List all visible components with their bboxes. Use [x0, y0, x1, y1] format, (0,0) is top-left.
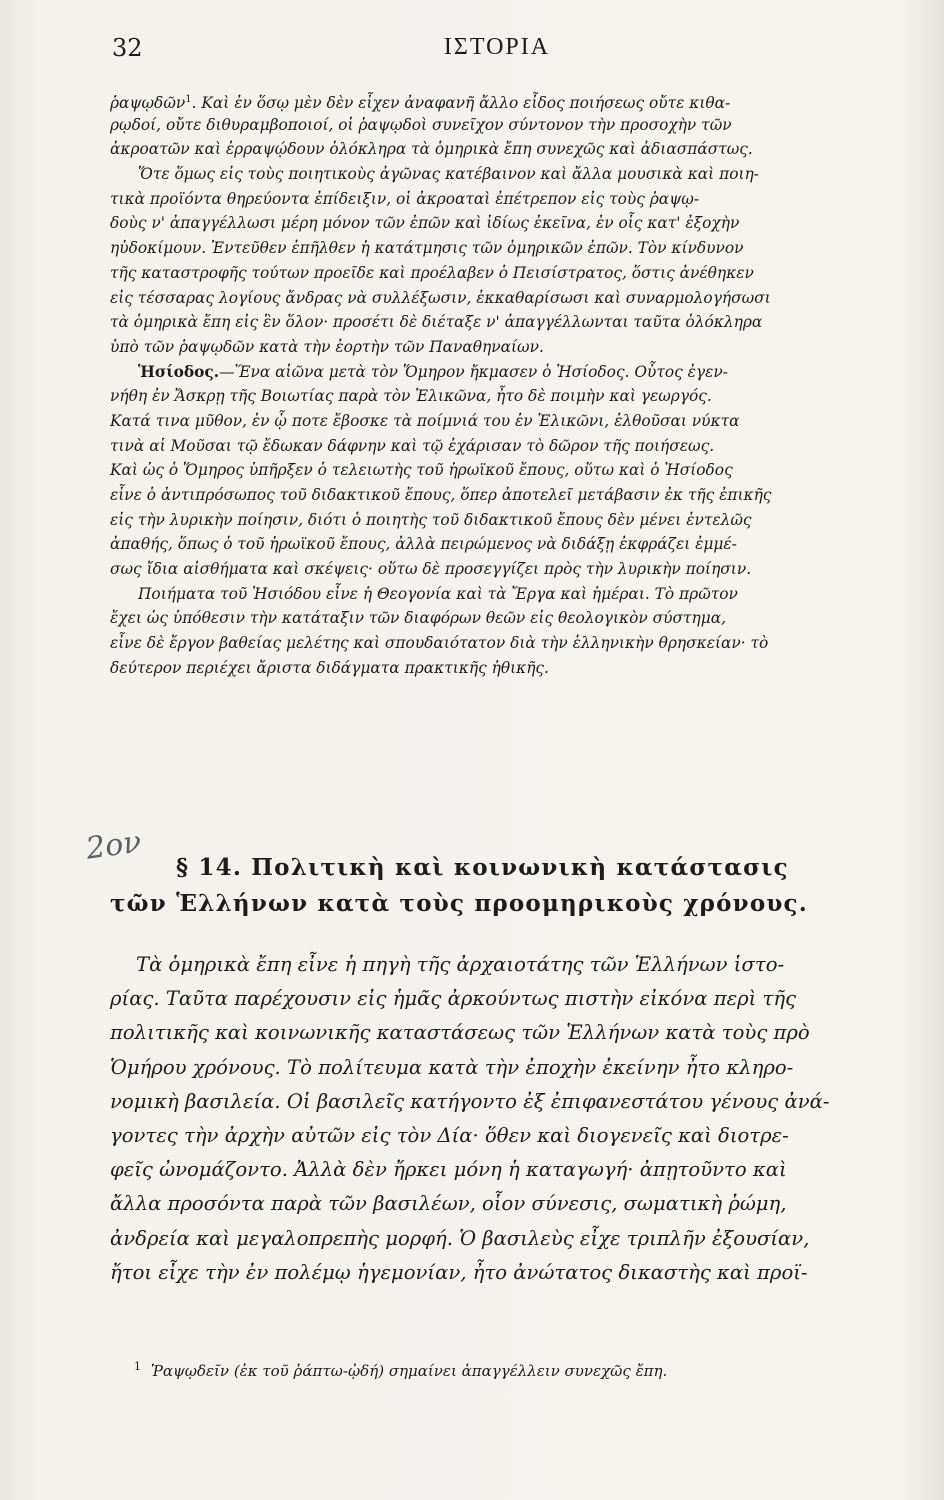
text-line: Καὶ ὡς ὁ Ὅμηρος ὑπῆρξεν ὁ τελειωτὴς τοῦ ἡρωϊκοῦ ἔπους, οὕτω καὶ ὁ Ἡσίοδος: [110, 461, 733, 480]
section-heading-line-2: τῶν Ἑλλήνων κατὰ τοὺς προομηρικοὺς χρόνους.: [110, 890, 808, 917]
text-line: γοντες τὴν ἀρχὴν αὐτῶν εἰς τὸν Δία· ὅθεν καὶ διογενεῖς καὶ διοτρε-: [110, 1123, 789, 1147]
body-text-small: [110, 88, 886, 681]
text-line: ἀπαθής, ὅπως ὁ τοῦ ἡρωϊκοῦ ἔπους, ἀλλὰ πειρώμενος νὰ διδάξῃ ἐκφράζει ἐμμέ-: [110, 535, 737, 554]
body-text-large: [110, 948, 880, 1290]
page-number: 32: [112, 34, 143, 62]
paragraph-lead: Ἡσίοδος.: [138, 362, 220, 381]
text-line: ὑπὸ τῶν ῥαψῳδῶν κατὰ τὴν ἑορτὴν τῶν Παναθηναίων.: [110, 337, 544, 356]
section-heading: [110, 850, 886, 922]
text-fragment: —Ἕνα αἰῶνα μετὰ τὸν Ὅμηρον ἤκμασεν ὁ Ἡσίοδος. Οὗτος ἐγεν-: [219, 362, 728, 381]
text-line: φεῖς ὠνομάζοντο. Ἀλλὰ δὲν ἤρκει μόνη ἡ καταγωγή· ἀπῃτοῦντο καὶ: [110, 1158, 787, 1182]
text-line: ἔχει ὡς ὑπόθεσιν τὴν κατάταξιν τῶν διαφόρων θεῶν εἰς θεολογικὸν σύστημα,: [110, 609, 726, 628]
text-line: νομικὴ βασιλεία. Οἱ βασιλεῖς κατήγοντο ἐξ ἐπιφανεστάτου γένους ἀνά-: [110, 1089, 830, 1113]
text-line: [110, 88, 886, 113]
footnote-text: Ῥαψῳδεῖν (ἐκ τοῦ ῥάπτω-ᾠδή) σημαίνει ἀπαγγέλλειν συνεχῶς ἔπη.: [151, 1362, 668, 1380]
text-line: τὰ ὁμηρικὰ ἔπη εἰς ἓν ὅλον· προσέτι δὲ διέταξε ν' ἀπαγγέλλωνται ταῦτα ὁλόκληρα: [110, 313, 763, 332]
text-line: δεύτερον περιέχει ἄριστα διδάγματα πρακτικῆς ἠθικῆς.: [110, 658, 549, 677]
page-header: [112, 32, 882, 72]
text-line: Ὁμήρου χρόνους. Τὸ πολίτευμα κατὰ τὴν ἐποχὴν ἐκείνην ἦτο κληρο-: [110, 1055, 794, 1079]
text-line: τῆς καταστροφῆς τούτων προεῖδε καὶ προέλαβεν ὁ Πεισίστρατος, ὅστις ἀνέθηκεν: [110, 263, 754, 282]
handwritten-margin-note: 2ον: [83, 824, 144, 867]
text-line: εἰς τὴν λυρικὴν ποίησιν, διότι ὁ ποιητὴς τοῦ διδακτικοῦ ἔπους δὲν μένει ἐντελῶς: [110, 510, 752, 529]
text-fragment: . Καὶ ἐν ὅσῳ μὲν δὲν εἶχεν ἀναφανῆ ἄλλο εἶδος ποιήσεως οὔτε κιθα-: [191, 94, 731, 113]
text-line: εἰς τέσσαρας λογίους ἄνδρας νὰ συλλέξωσιν, ἐκκαθαρίσωσι καὶ συναρμολογήσωσι: [110, 288, 771, 307]
text-line: εἶνε δὲ ἔργον βαθείας μελέτης καὶ σπουδαιότατον διὰ τὴν ἑλληνικὴν θρησκείαν· τὸ: [110, 634, 769, 653]
footnote-number: 1: [134, 1360, 141, 1373]
text-line: τικὰ προϊόντα θηρεύοντα ἐπίδειξιν, οἱ ἀκροαταὶ ἐπέτρεπον εἰς τοὺς ῥαψῳ-: [110, 189, 700, 208]
text-line: Κατά τινα μῦθον, ἐν ᾧ ποτε ἔβοσκε τὰ ποίμνιά του ἐν Ἑλικῶνι, ἐλθοῦσαι νύκτα: [110, 411, 740, 430]
text-fragment: ῥαψῳδῶν: [110, 94, 186, 113]
text-line: ἤτοι εἶχε τὴν ἐν πολέμῳ ἡγεμονίαν, ἦτο ἀνώτατος δικαστὴς καὶ προϊ-: [110, 1260, 808, 1284]
text-line: σως ἴδια αἰσθήματα καὶ σκέψεις· οὕτω δὲ προσεγγίζει πρὸς τὴν λυρικὴν ποίησιν.: [110, 560, 752, 579]
text-line: Ὅτε ὅμως εἰς τοὺς ποιητικοὺς ἀγῶνας κατέβαινον καὶ ἄλλα μουσικὰ καὶ ποιη-: [138, 165, 759, 184]
text-line: ρίας. Ταῦτα παρέχουσιν εἰς ἡμᾶς ἀρκούντως πιστὴν εἰκόνα περὶ τῆς: [110, 987, 797, 1011]
text-line: [110, 360, 886, 385]
text-line: ηὐδοκίμουν. Ἐντεῦθεν ἐπῆλθεν ἡ κατάτμησις τῶν ὁμηρικῶν ἐπῶν. Τὸν κίνδυνον: [110, 239, 744, 258]
section-heading-line-1: § 14. Πολιτικὴ καὶ κοινωνικὴ κατάστασις: [176, 854, 789, 881]
text-line: Ποιήματα τοῦ Ἡσιόδου εἶνε ἡ Θεογονία καὶ τὰ Ἔργα καὶ ἡμέραι. Τὸ πρῶτον: [138, 584, 738, 603]
text-line: πολιτικῆς καὶ κοινωνικῆς καταστάσεως τῶν Ἑλλήνων κατὰ τοὺς πρὸ: [110, 1021, 810, 1045]
footnote-marker: 1: [185, 94, 192, 105]
text-line: ρῳδοί, οὔτε διθυραμβοποιοί, οἱ ῥαψῳδοὶ συνεῖχον σύντονον τὴν προσοχὴν τῶν: [110, 115, 732, 134]
text-line: νήθη ἐν Ἄσκρῃ τῆς Βοιωτίας παρὰ τὸν Ἑλικῶνα, ἦτο δὲ ποιμὴν καὶ γεωργός.: [110, 387, 712, 406]
text-line: Τὰ ὁμηρικὰ ἔπη εἶνε ἡ πηγὴ τῆς ἀρχαιοτάτης τῶν Ἑλλήνων ἱστο-: [136, 953, 785, 976]
text-line: εἶνε ὁ ἀντιπρόσωπος τοῦ διδακτικοῦ ἔπους, ὅπερ ἀποτελεῖ μετάβασιν ἐκ τῆς ἐπικῆς: [110, 486, 772, 504]
text-line: δοὺς ν' ἀπαγγέλλωσι μέρη μόνον τῶν ἐπῶν καὶ ἰδίως ἐκεῖνα, ἐν οἷς κατ' ἐξοχὴν: [110, 214, 740, 233]
footnote: [134, 1356, 874, 1382]
running-title: ΙΣΤΟΡΙΑ: [443, 34, 551, 60]
text-line: ἀκροατῶν καὶ ἐρραψῴδουν ὁλόκληρα τὰ ὁμηρικὰ ἔπη συνεχῶς καὶ ἀδιασπάστως.: [110, 140, 753, 159]
text-line: τινὰ αἱ Μοῦσαι τῷ ἔδωκαν δάφνην καὶ τῷ ἐχάρισαν τὸ δῶρον τῆς ποιήσεως.: [110, 436, 715, 455]
text-line: ἄλλα προσόντα παρὰ τῶν βασιλέων, οἷον σύνεσις, σωματικὴ ῥώμη,: [110, 1192, 787, 1216]
text-line: ἀνδρεία καὶ μεγαλοπρεπὴς μορφή. Ὁ βασιλεὺς εἶχε τριπλῆν ἐξουσίαν,: [110, 1226, 810, 1250]
